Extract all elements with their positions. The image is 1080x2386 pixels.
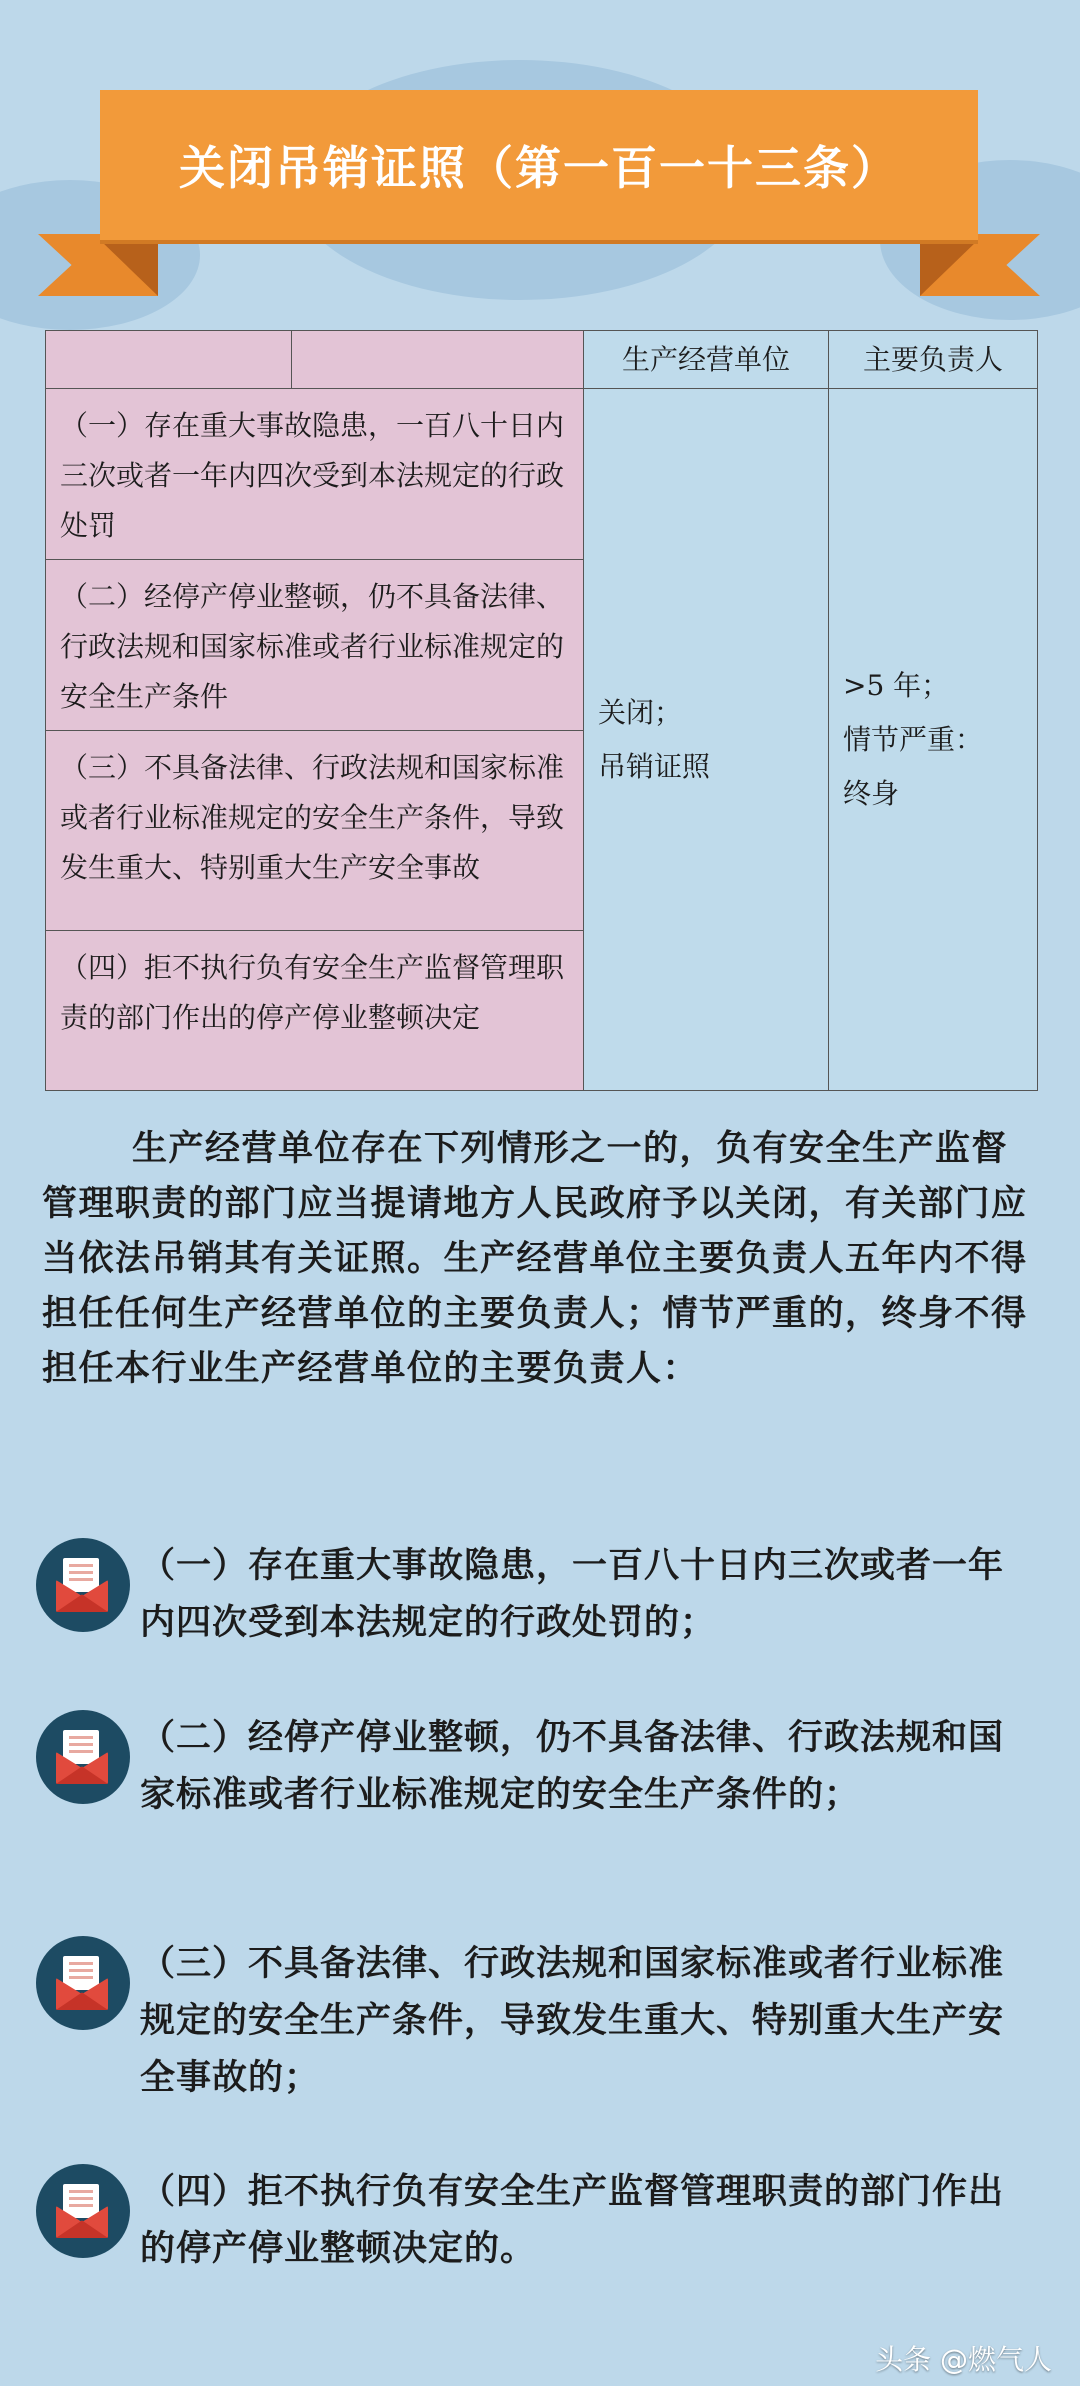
table-header-unit: 生产经营单位 bbox=[584, 331, 829, 389]
envelope-icon bbox=[36, 1936, 130, 2030]
watermark: 头条 @燃气人 bbox=[875, 2343, 1052, 2376]
intro-paragraph: 生产经营单位存在下列情形之一的，负有安全生产监督管理职责的部门应当提请地方人民政府予以关闭，有关部门应当依法吊销其有关证照。生产经营单位主要负责人五年内不得担任任何生产经营单位的主要负责人；情节严重的，终身不得担任本行业生产经营单位的主要负责人： bbox=[42, 1129, 1028, 1389]
unit-result-line: 关闭； bbox=[598, 695, 683, 729]
banner-title: 关闭吊销证照（第一百一十三条） bbox=[179, 141, 899, 195]
list-item-text: （四）拒不执行负有安全生产监督管理职责的部门作出的停产停业整顿决定的。 bbox=[140, 2172, 1005, 2269]
person-result-line: 情节严重： bbox=[843, 722, 984, 756]
envelope-icon bbox=[36, 2164, 130, 2258]
person-result-line: >5 年； bbox=[843, 668, 950, 702]
list-item-text: （二）经停产停业整顿，仍不具备法律、行政法规和国家标准或者行业标准规定的安全生产条件的； bbox=[140, 1718, 1005, 1815]
table-item-2: （二）经停产停业整顿，仍不具备法律、行政法规和国家标准或者行业标准规定的安全生产条件 bbox=[46, 560, 584, 731]
table-header-person: 主要负责人 bbox=[829, 331, 1038, 389]
table-unit-result bbox=[584, 389, 829, 1091]
person-result-line: 终身 bbox=[843, 776, 900, 810]
table-row bbox=[46, 389, 1038, 560]
list-item-text: （三）不具备法律、行政法规和国家标准或者行业标准规定的安全生产条件，导致发生重大、特别重大生产安全事故的； bbox=[140, 1944, 1005, 2098]
envelope-icon bbox=[36, 1710, 130, 1804]
table-item-3: （三）不具备法律、行政法规和国家标准或者行业标准规定的安全生产条件，导致发生重大、特别重大生产安全事故 bbox=[46, 731, 584, 931]
table-header-cell bbox=[292, 331, 584, 389]
envelope-icon bbox=[36, 1538, 130, 1632]
unit-result-line: 吊销证照 bbox=[598, 749, 711, 783]
title-banner bbox=[100, 90, 978, 240]
table-header-cell bbox=[46, 331, 292, 389]
table-header-row bbox=[46, 331, 1038, 389]
table-item-4: （四）拒不执行负有安全生产监督管理职责的部门作出的停产停业整顿决定 bbox=[46, 931, 584, 1091]
table-person-result bbox=[829, 389, 1038, 1091]
penalty-table bbox=[45, 330, 1038, 1091]
table-item-1: （一）存在重大事故隐患，一百八十日内三次或者一年内四次受到本法规定的行政处罚 bbox=[46, 389, 584, 560]
list-item-text: （一）存在重大事故隐患，一百八十日内三次或者一年内四次受到本法规定的行政处罚的； bbox=[140, 1546, 1005, 1643]
